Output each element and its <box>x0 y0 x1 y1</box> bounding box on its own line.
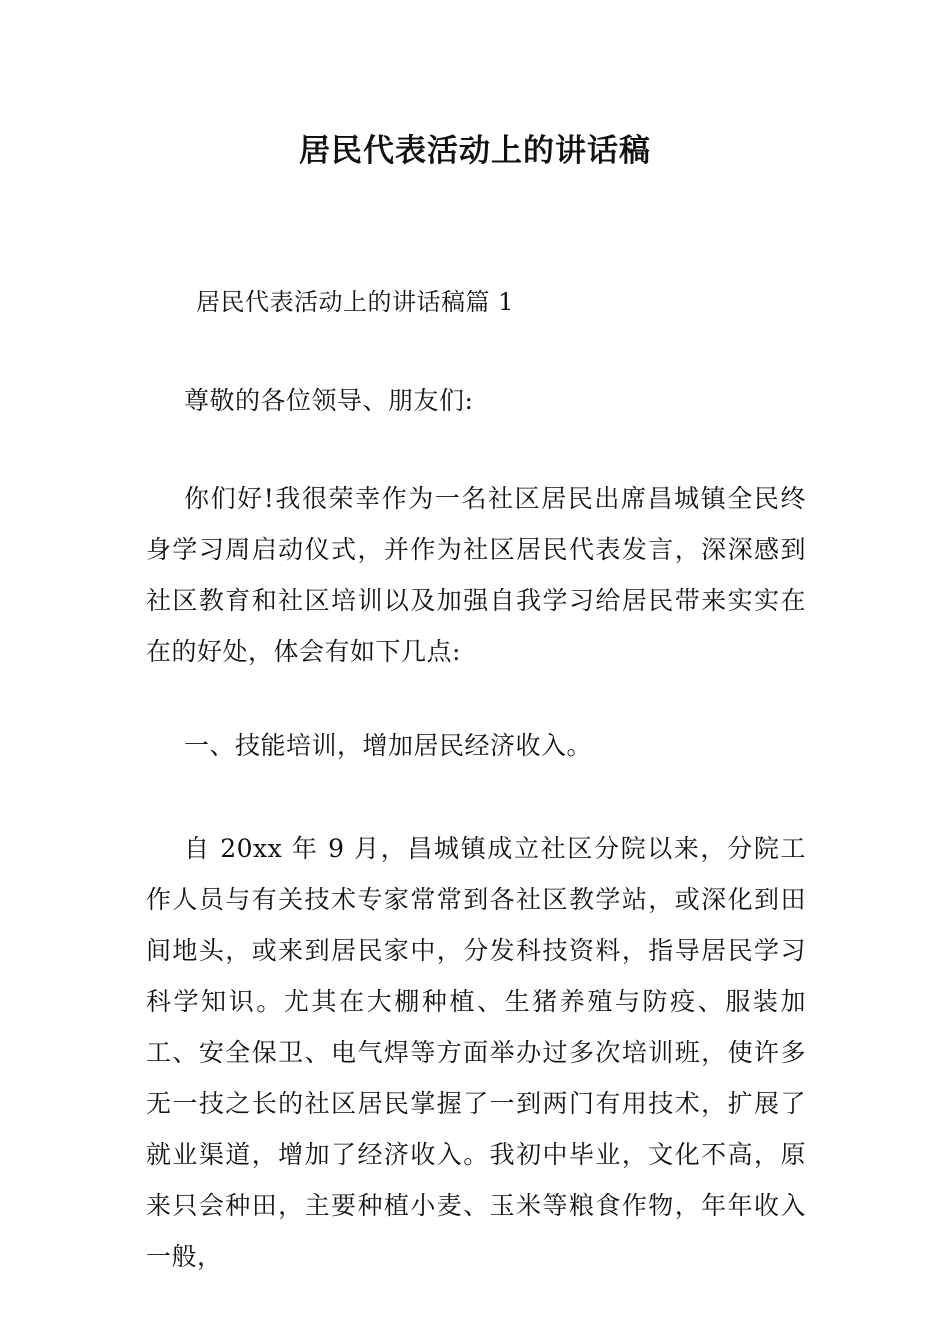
paragraph-intro: 你们好!我很荣幸作为一名社区居民出席昌城镇全民终身学习周启动仪式，并作为社区居民代表发言，深深感到社区教育和社区培训以及加强自我学习给居民带来实实在在的好处，体会有如下几点: <box>146 484 806 666</box>
section-subtitle: 居民代表活动上的讲话稿篇 1 <box>196 288 514 316</box>
greeting-line: 尊敬的各位领导、朋友们: <box>184 386 474 415</box>
section-heading-1: 一、技能培训，增加居民经济收入。 <box>184 731 593 760</box>
document-title: 居民代表活动上的讲话稿 <box>299 133 651 169</box>
paragraph-skills-training: 自 20xx 年 9 月，昌城镇成立社区分院以来，分院工作人员与有关技术专家常常到各社区教学站，或深化到田间地头，或来到居民家中，分发科技资料，指导居民学习科学知识。尤其在大棚种植、生猪养殖与防疫、服装加工、安全保卫、电气焊等方面举办过多次培训班，使许多无一技之长的社区居民掌握了一到两门有用技术，扩展了就业渠道，增加了经济收入。我初中毕业，文化不高，原来只会种田，主要种植小麦、玉米等粮食作物，年年收入一般， <box>146 834 806 1271</box>
